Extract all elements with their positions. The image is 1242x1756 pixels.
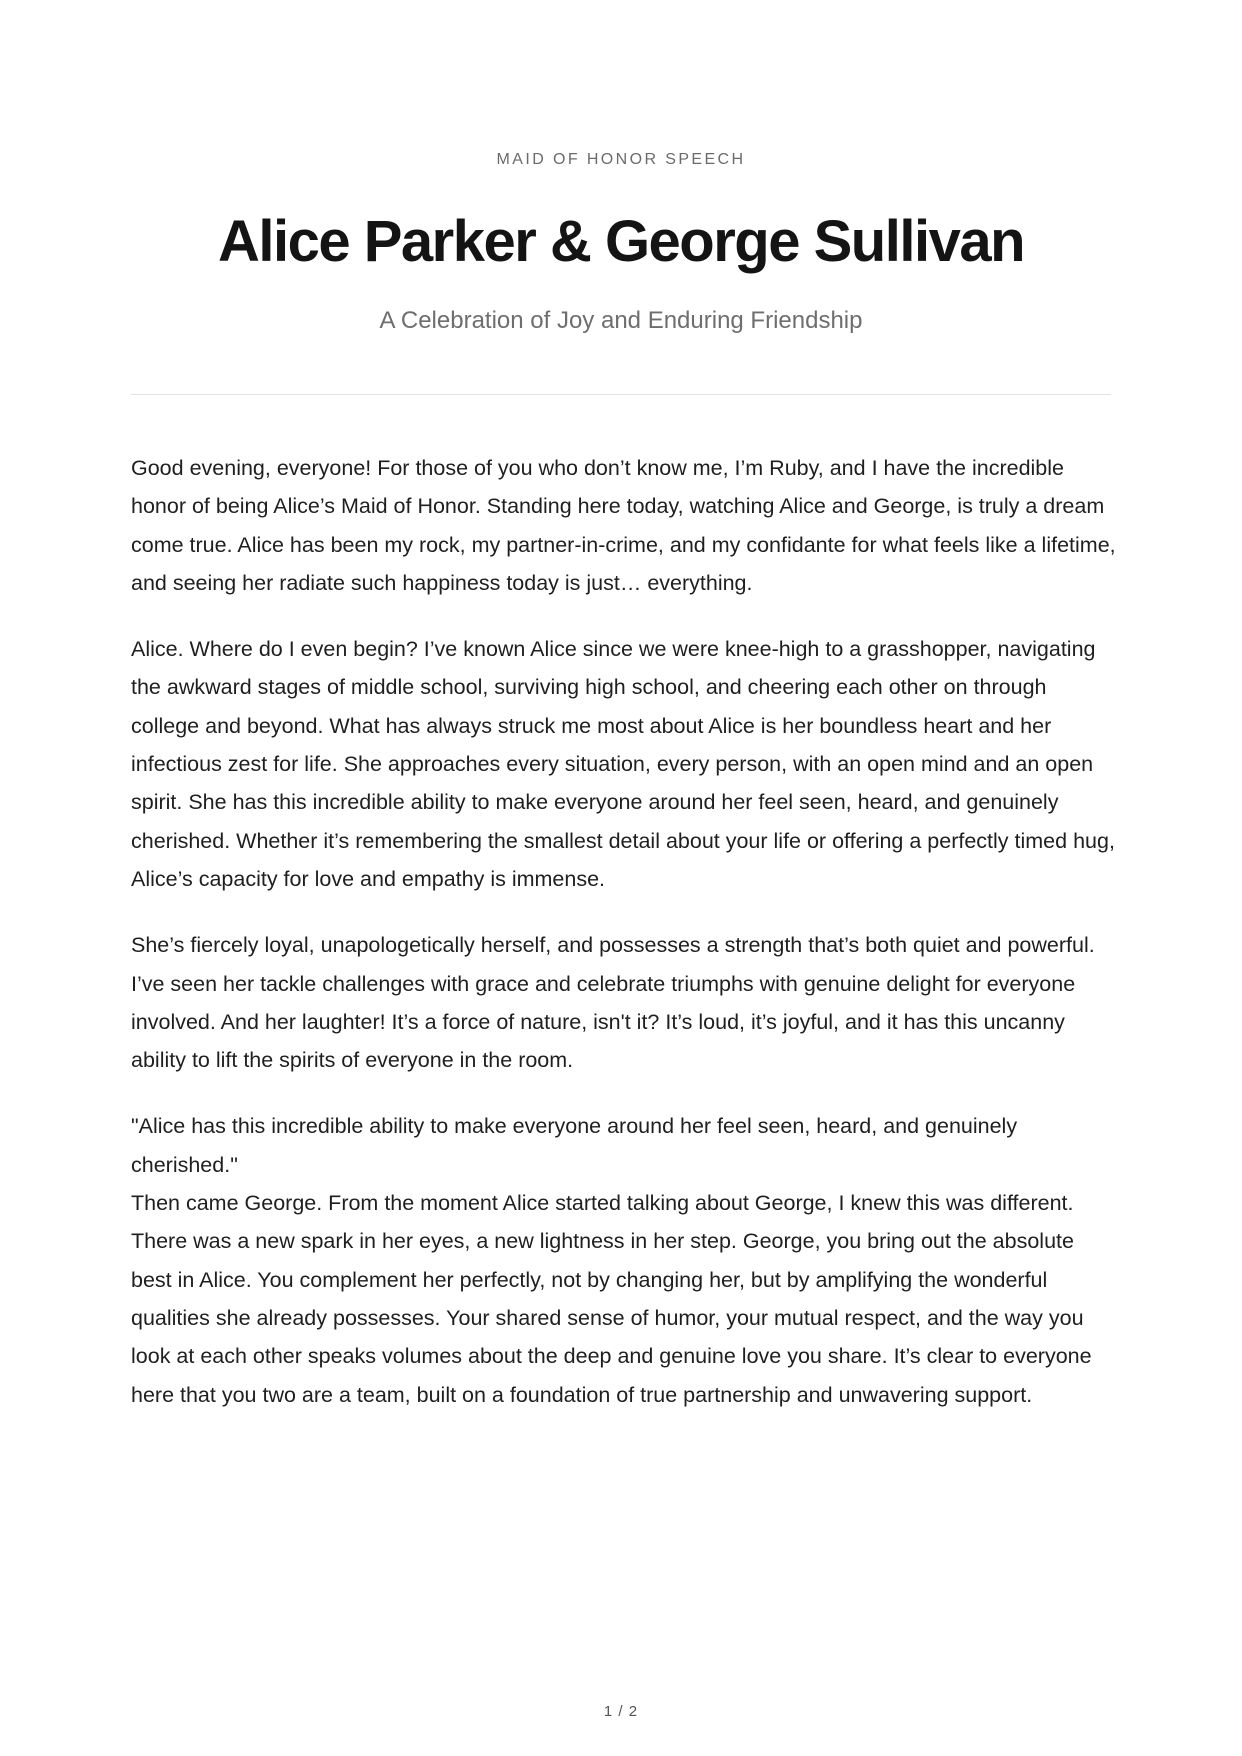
paragraph-intro: Good evening, everyone! For those of you who don’t know me, I’m Ruby, and I have the incredible honor of being Alice’s Maid of Honor. Standing here today, watching Alice and George, is truly a dream come true. Alice has been my rock, my partner-in-crime, and my confidante for what feels like a lifetime, and seeing her radiate such happiness today is just… everything. — [131, 456, 1116, 595]
paragraph-george: Then came George. From the moment Alice started talking about George, I knew this was different. There was a new spark in her eyes, a new lightness in her step. George, you bring out the absolute best in Alice. You complement her perfectly, not by changing her, but by amplifying the wonderful qualities she already possesses. Your shared sense of humor, your mutual respect, and the way you look at each other speaks volumes about the deep and genuine love you share. It’s clear to everyone here that you two are a team, built on a foundation of true partnership and unwavering support. — [131, 1191, 1092, 1407]
paragraph-about-alice: Alice. Where do I even begin? I’ve known Alice since we were knee-high to a grasshopper, navigating the awkward stages of middle school, surviving high school, and cheering each other on through college and beyond. What has always struck me most about Alice is her boundless heart and her infectious zest for life. She approaches every situation, every person, with an open mind and an open spirit. She has this incredible ability to make everyone around her feel seen, heard, and genuinely cherished. Whether it’s remembering the smallest detail about your life or offering a perfectly timed hug, Alice’s capacity for love and empathy is immense. — [131, 637, 1115, 891]
paragraph-alice-qualities: She’s fiercely loyal, unapologetically herself, and possesses a strength that’s both quiet and powerful. I’ve seen her tackle challenges with grace and celebrate triumphs with genuine delight for everyone involved. And her laughter! It’s a force of nature, isn't it? It’s loud, it’s joyful, and it has this uncanny ability to lift the spirits of everyone in the room. — [131, 933, 1095, 1073]
speech-type-label: MAID OF HONOR SPEECH — [496, 151, 746, 168]
header-divider — [131, 394, 1111, 395]
page-subtitle: A Celebration of Joy and Enduring Friendship — [379, 307, 863, 334]
speech-body — [131, 449, 1116, 1442]
page-title: Alice Parker & George Sullivan — [217, 209, 1025, 274]
page-number: 1 / 2 — [603, 1703, 639, 1720]
pull-quote: "Alice has this incredible ability to make everyone around her feel seen, heard, and genuinely cherished." — [131, 1114, 1018, 1177]
